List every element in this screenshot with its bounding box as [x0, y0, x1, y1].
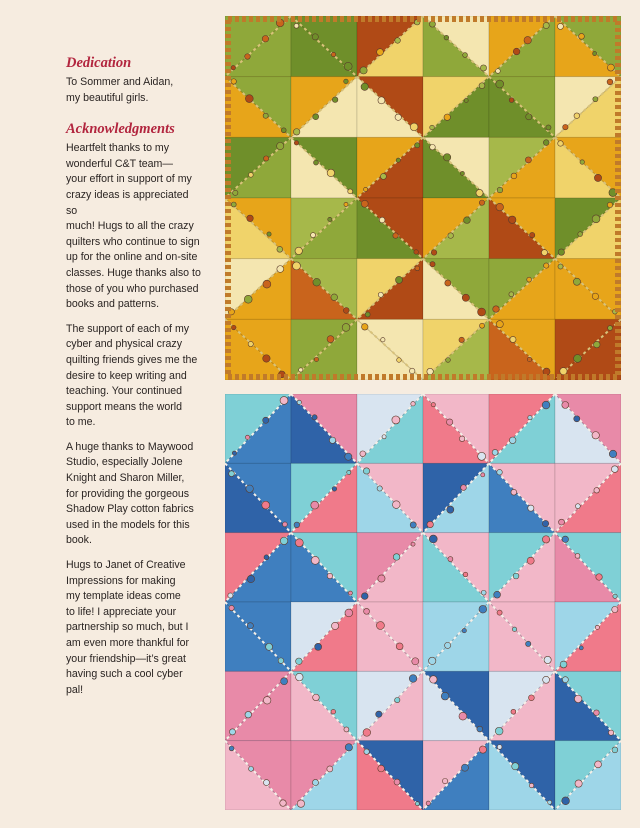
embroidery-flower [280, 397, 288, 405]
embroidery-flower [328, 217, 332, 221]
embroidery-flower [459, 436, 464, 441]
embroidery-flower [448, 233, 454, 239]
embroidery-flower [277, 266, 284, 273]
embroidery-flower [429, 535, 437, 543]
embroidery-flower [345, 609, 353, 617]
embroidery-flower [232, 451, 236, 455]
embroidery-flower [231, 325, 236, 330]
embroidery-flower [445, 280, 451, 286]
embroidery-flower [361, 593, 368, 600]
embroidery-flower [365, 312, 370, 317]
embroidery-flower [461, 764, 468, 771]
embroidery-flower [447, 506, 454, 513]
embroidery-flower [443, 154, 450, 161]
embroidery-flower [244, 295, 252, 303]
acknowledgments-paragraph-3: A huge thanks to Maywood Studio, especially Jolene Knight and Sharon Miller, for providing the gorgeous Shadow Play cotton fabrics used in the models for this book. [66, 440, 194, 547]
embroidery-flower [562, 677, 568, 683]
embroidery-flower [411, 402, 415, 406]
embroidery-flower [479, 746, 486, 753]
embroidery-flower [313, 694, 320, 701]
embroidery-flower [296, 673, 304, 681]
embroidery-flower [479, 83, 485, 89]
embroidery-flower [312, 779, 318, 785]
embroidery-flower [594, 174, 601, 181]
embroidery-flower [543, 676, 550, 683]
dedication-heading: Dedication [66, 55, 132, 71]
embroidery-flower [264, 555, 269, 560]
embroidery-flower [575, 504, 580, 509]
embroidery-flower [393, 554, 400, 561]
embroidery-flower [593, 52, 597, 56]
embroidery-flower [281, 678, 288, 685]
embroidery-flower [395, 38, 401, 44]
embroidery-flower [463, 572, 468, 577]
embroidery-flower [245, 95, 253, 103]
embroidery-flower [262, 501, 270, 509]
embroidery-flower [497, 187, 503, 193]
embroidery-flower [512, 763, 519, 770]
embroidery-flower [444, 114, 450, 120]
embroidery-flower [229, 729, 235, 735]
acknowledgments-paragraph-4: Hugs to Janet of Creative Impressions for making my template ideas come to life! I appreciate your partnership so much, but I am even more thankful for your friendship—it’s great having such a cool cyber pal! [66, 559, 190, 696]
embroidery-flower [263, 355, 270, 362]
embroidery-flower [294, 23, 299, 28]
embroidery-flower [331, 294, 338, 301]
acknowledgments-heading: Acknowledgments [66, 121, 175, 138]
embroidery-flower [511, 173, 517, 179]
embroidery-flower [513, 48, 520, 55]
embroidery-flower [558, 264, 563, 269]
embroidery-flower [262, 36, 268, 42]
embroidery-flower [394, 779, 400, 785]
embroidery-flower [264, 156, 269, 161]
embroidery-flower [233, 190, 238, 195]
embroidery-flower [263, 280, 271, 288]
embroidery-flower [312, 34, 318, 40]
embroidery-flower [575, 780, 582, 787]
embroidery-flower [382, 435, 386, 439]
embroidery-flower [430, 125, 435, 130]
embroidery-flower [496, 69, 501, 74]
embroidery-flower [409, 675, 417, 683]
embroidery-flower [480, 323, 485, 328]
embroidery-flower [481, 473, 485, 477]
embroidery-flower [595, 761, 602, 768]
embroidery-flower [377, 49, 384, 56]
embroidery-flower [446, 358, 451, 363]
embroidery-flower [426, 801, 430, 805]
embroidery-flower [314, 160, 319, 165]
embroidery-flower [363, 468, 369, 474]
embroidery-flower [529, 695, 535, 701]
embroidery-flower [331, 622, 338, 629]
embroidery-flower [412, 658, 419, 665]
acknowledgments-paragraph-1: Heartfelt thanks to my wonderful C&T team— your effort in support of my crazy ideas is appreciated so much! Hugs to all the crazy quilters who continue to sign up for the online and on-site classes. Huge thanks also to those of you who purchased books and patterns. [66, 142, 201, 311]
embroidery-flower [596, 574, 602, 580]
embroidery-flower [263, 697, 271, 705]
embroidery-flower [409, 368, 415, 374]
embroidery-flower [496, 203, 504, 211]
embroidery-flower [294, 141, 298, 145]
embroidery-flower [381, 338, 385, 342]
embroidery-flower [509, 216, 516, 223]
embroidery-flower [280, 537, 287, 544]
autumn-quilt-image [225, 16, 621, 380]
embroidery-flower [448, 557, 453, 562]
embroidery-flower [429, 21, 435, 27]
embroidery-flower [524, 37, 531, 44]
embroidery-flower [526, 114, 532, 120]
embroidery-flower [312, 415, 317, 420]
embroidery-flower [563, 124, 568, 129]
embroidery-flower [344, 202, 348, 206]
embroidery-flower [558, 249, 564, 255]
embroidery-flower [263, 780, 269, 786]
embroidery-flower [430, 262, 435, 267]
embroidery-flower [509, 437, 516, 444]
embroidery-flower [478, 452, 486, 460]
embroidery-flower [529, 232, 534, 237]
embroidery-flower [361, 83, 368, 90]
embroidery-flower [393, 233, 398, 238]
embroidery-flower [464, 98, 468, 102]
embroidery-flower [496, 80, 504, 88]
embroidery-flower [525, 157, 531, 163]
embroidery-flower [342, 324, 350, 332]
embroidery-flower [542, 401, 550, 409]
embroidery-flower [410, 123, 418, 131]
embroidery-flower [579, 33, 585, 39]
embroidery-flower [281, 128, 286, 133]
embroidery-flower [461, 485, 467, 491]
embroidery-flower [607, 79, 613, 85]
embroidery-flower [360, 67, 367, 74]
embroidery-flower [297, 400, 301, 404]
embroidery-flower [362, 324, 369, 331]
embroidery-flower [379, 217, 385, 223]
embroidery-flower [478, 308, 486, 316]
embroidery-flower [560, 661, 567, 668]
embroidery-flower [609, 450, 616, 457]
pastel-quilt-image [225, 394, 621, 810]
embroidery-flower [511, 489, 517, 495]
embroidery-flower [430, 676, 437, 683]
embroidery-flower [297, 800, 304, 807]
embroidery-flower [557, 23, 563, 29]
embroidery-flower [315, 643, 322, 650]
embroidery-flower [574, 113, 580, 119]
embroidery-flower [611, 466, 618, 473]
embroidery-flower [441, 692, 449, 700]
embroidery-flower [231, 202, 236, 207]
embroidery-flower [527, 357, 531, 361]
embroidery-flower [542, 536, 549, 543]
embroidery-flower [512, 627, 516, 631]
embroidery-flower [280, 800, 287, 807]
embroidery-flower [248, 341, 253, 346]
embroidery-flower [332, 97, 338, 103]
embroidery-flower [429, 657, 436, 664]
embroidery-flower [329, 437, 335, 443]
embroidery-flower [592, 432, 599, 439]
embroidery-flower [459, 337, 464, 342]
embroidery-flower [559, 519, 565, 525]
embroidery-flower [364, 187, 368, 191]
embroidery-flower [344, 62, 352, 70]
embroidery-flower [527, 277, 532, 282]
embroidery-flower [396, 158, 400, 162]
embroidery-flower [231, 66, 235, 70]
embroidery-flower [263, 113, 268, 118]
embroidery-flower [544, 263, 549, 268]
embroidery-flower [249, 766, 254, 771]
embroidery-flower [476, 189, 483, 196]
embroidery-flower [376, 711, 382, 717]
embroidery-flower [363, 729, 371, 737]
embroidery-flower [295, 247, 302, 254]
embroidery-flower [378, 97, 385, 104]
embroidery-flower [348, 591, 352, 595]
embroidery-flower [462, 628, 466, 632]
embroidery-flower [283, 522, 288, 527]
embroidery-flower [313, 278, 321, 286]
acknowledgments-paragraph-2: The support of each of my cyber and physical crazy quilting friends gives me the desire to keep writing and teaching. Your continued support means the world to me. [66, 322, 198, 429]
embroidery-flower [592, 215, 600, 223]
embroidery-flower [311, 233, 316, 238]
embroidery-flower [397, 358, 402, 363]
embroidery-flower [245, 711, 251, 717]
embroidery-flower [246, 485, 254, 493]
embroidery-flower [445, 642, 451, 648]
embroidery-flower [311, 556, 319, 564]
embroidery-flower [431, 250, 437, 256]
embroidery-flower [560, 368, 567, 375]
embroidery-flower [579, 646, 583, 650]
text-column [66, 54, 202, 707]
embroidery-flower [245, 435, 249, 439]
embroidery-flower [481, 590, 486, 595]
embroidery-flower [331, 709, 336, 714]
embroidery-flower [345, 744, 352, 751]
embroidery-flower [415, 143, 420, 148]
embroidery-flower [480, 65, 486, 71]
embroidery-flower [459, 712, 467, 720]
embroidery-flower [543, 22, 549, 28]
embroidery-flower [343, 307, 349, 313]
embroidery-flower [463, 53, 468, 58]
embroidery-flower [462, 294, 469, 301]
embroidery-flower [592, 293, 598, 299]
embroidery-flower [529, 783, 533, 787]
embroidery-flower [344, 727, 349, 732]
embroidery-flower [293, 129, 299, 135]
embroidery-flower [575, 553, 580, 558]
embroidery-flower [361, 200, 368, 207]
embroidery-flower [296, 658, 303, 665]
embroidery-flower [327, 573, 332, 578]
embroidery-flower [513, 573, 519, 579]
embroidery-flower [327, 169, 334, 176]
embroidery-flower [376, 622, 384, 630]
embroidery-flower [528, 505, 534, 511]
embroidery-flower [347, 470, 351, 474]
embroidery-flower [415, 266, 420, 271]
embroidery-flower [562, 402, 569, 409]
embroidery-flower [492, 449, 498, 455]
embroidery-flower [229, 746, 234, 751]
embroidery-flower [608, 326, 613, 331]
embroidery-flower [295, 539, 303, 547]
embroidery-flower [415, 802, 419, 806]
embroidery-flower [360, 451, 366, 457]
embroidery-flower [442, 778, 447, 783]
embroidery-flower [574, 695, 581, 702]
embroidery-flower [278, 658, 284, 664]
embroidery-flower [541, 250, 547, 256]
embroidery-flower [245, 54, 251, 60]
embroidery-flower [594, 710, 600, 716]
embroidery-flower [562, 797, 570, 805]
embroidery-flower [344, 79, 349, 84]
embroidery-flower [392, 416, 400, 424]
embroidery-flower [543, 140, 549, 146]
embroidery-flower [444, 35, 449, 40]
embroidery-flower [378, 292, 383, 297]
embroidery-flower [460, 171, 464, 175]
embroidery-flower [332, 487, 337, 492]
embroidery-flower [427, 368, 433, 374]
embroidery-flower [314, 357, 318, 361]
embroidery-flower [527, 557, 534, 564]
embroidery-flower [263, 417, 269, 423]
embroidery-flower [526, 641, 531, 646]
embroidery-flower [497, 610, 502, 615]
embroidery-flower [380, 173, 386, 179]
embroidery-flower [612, 606, 618, 612]
embroidery-flower [277, 142, 284, 149]
embroidery-flower [479, 200, 484, 205]
embroidery-flower [228, 593, 233, 598]
embroidery-flower [612, 747, 618, 753]
embroidery-flower [396, 643, 403, 650]
embroidery-flower [542, 520, 548, 526]
embroidery-flower [558, 141, 564, 147]
embroidery-flower [247, 575, 254, 582]
embroidery-flower [378, 575, 385, 582]
embroidery-flower [595, 625, 599, 629]
embroidery-flower [495, 727, 503, 735]
embroidery-flower [293, 262, 301, 270]
embroidery-flower [479, 605, 487, 613]
embroidery-flower [613, 594, 617, 598]
dedication-text: To Sommer and Aidan, my beautiful girls. [66, 76, 174, 104]
embroidery-flower [608, 730, 613, 735]
embroidery-flower [247, 623, 253, 629]
pastel-quilt-photo [225, 394, 621, 810]
embroidery-flower [548, 800, 552, 804]
embroidery-flower [430, 144, 436, 150]
embroidery-flower [410, 522, 416, 528]
embroidery-flower [267, 232, 271, 236]
embroidery-flower [607, 202, 612, 207]
embroidery-flower [574, 416, 580, 422]
embroidery-flower [299, 368, 303, 372]
embroidery-flower [414, 250, 419, 255]
embroidery-flower [327, 336, 334, 343]
embroidery-flower [497, 745, 502, 750]
embroidery-flower [277, 246, 283, 252]
embroidery-flower [427, 521, 433, 527]
embroidery-flower [395, 114, 401, 120]
embroidery-flower [266, 643, 273, 650]
embroidery-flower [364, 749, 369, 754]
embroidery-flower [580, 160, 584, 164]
embroidery-flower [607, 64, 614, 71]
embroidery-flower [294, 522, 300, 528]
embroidery-flower [494, 591, 501, 598]
embroidery-flower [327, 766, 333, 772]
embroidery-flower [431, 403, 435, 407]
embroidery-flower [229, 471, 235, 477]
embroidery-flower [562, 536, 568, 542]
embroidery-flower [364, 608, 370, 614]
embroidery-flower [345, 453, 352, 460]
embroidery-flower [594, 488, 599, 493]
autumn-quilt-photo [225, 16, 621, 380]
embroidery-flower [229, 605, 234, 610]
embroidery-flower [497, 469, 503, 475]
embroidery-flower [348, 189, 353, 194]
embroidery-flower [378, 765, 385, 772]
embroidery-flower [544, 656, 551, 663]
embroidery-flower [313, 114, 319, 120]
embroidery-flower [311, 501, 319, 509]
embroidery-flower [392, 501, 400, 509]
embroidery-flower [411, 542, 415, 546]
embroidery-flower [528, 415, 532, 419]
embroidery-flower [447, 419, 453, 425]
embroidery-flower [509, 98, 514, 103]
embroidery-flower [247, 215, 254, 222]
embroidery-flower [509, 292, 514, 297]
embroidery-flower [377, 486, 382, 491]
embroidery-flower [574, 355, 582, 363]
embroidery-flower [511, 709, 516, 714]
embroidery-flower [496, 321, 503, 328]
embroidery-flower [396, 276, 403, 283]
embroidery-flower [231, 79, 236, 84]
embroidery-flower [493, 306, 500, 313]
embroidery-flower [573, 278, 580, 285]
embroidery-flower [593, 97, 598, 102]
embroidery-flower [594, 341, 601, 348]
embroidery-flower [510, 336, 516, 342]
embroidery-flower [248, 173, 253, 178]
embroidery-flower [395, 697, 400, 702]
embroidery-flower [477, 726, 483, 732]
embroidery-flower [546, 125, 551, 130]
embroidery-flower [578, 232, 583, 237]
embroidery-flower [464, 217, 471, 224]
embroidery-flower [331, 52, 335, 56]
